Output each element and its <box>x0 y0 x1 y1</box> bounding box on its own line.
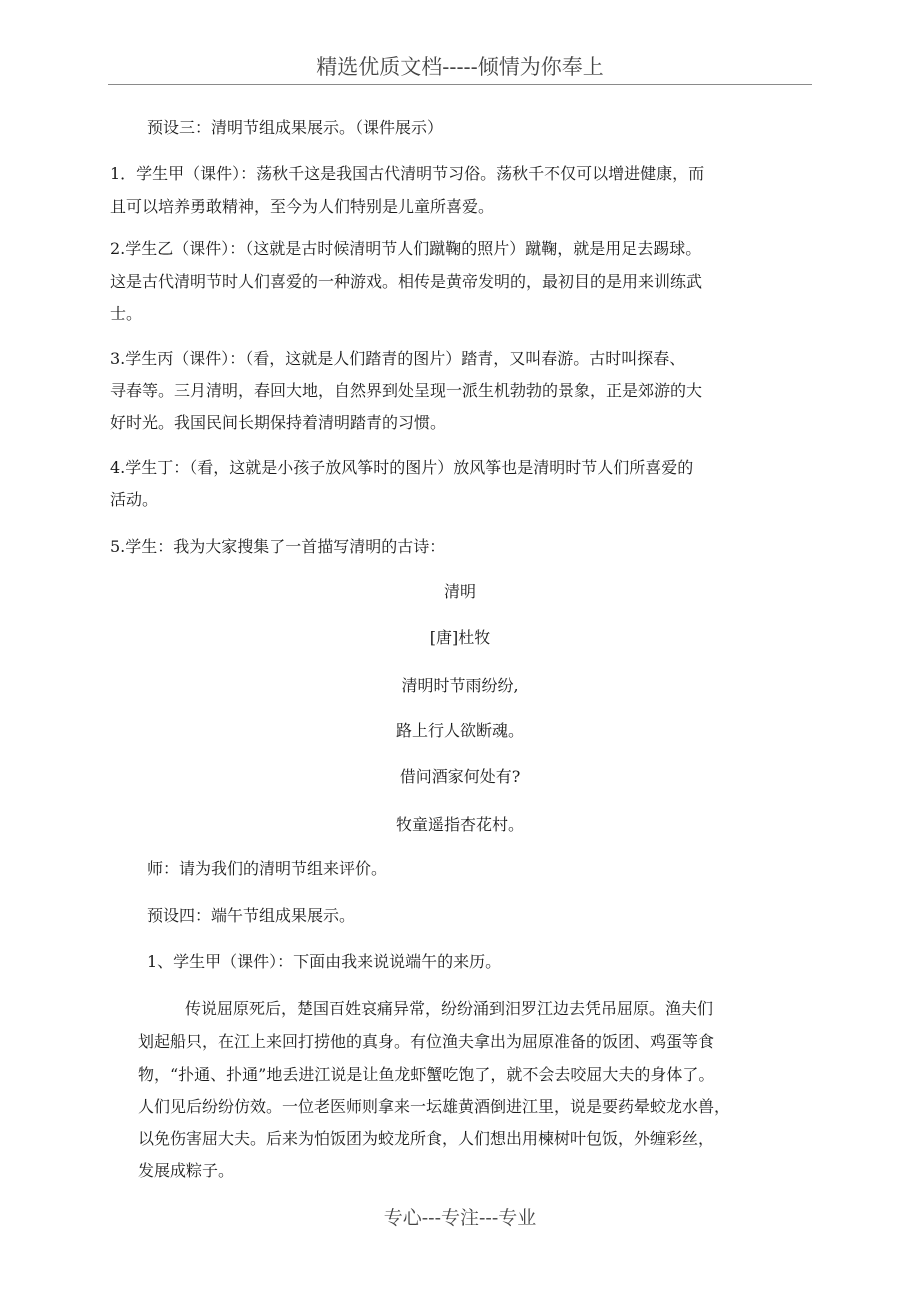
paragraph-3-line-3: 好时光。我国民间长期保持着清明踏青的习惯。 <box>110 413 447 432</box>
poem-line: 借问酒家何处有? <box>399 767 521 786</box>
paragraph-1-line-2: 且可以培养勇敢精神，至今为人们特别是儿童所喜爱。 <box>110 197 495 216</box>
poem-title: 清明 <box>443 582 476 601</box>
paragraph-5: 5.学生：我为大家搜集了一首描写清明的古诗： <box>110 537 446 556</box>
paragraph-2-line-1: 2.学生乙（课件）：（这就是古时候清明节人们蹴鞠的照片）蹴鞠，就是用足去踢球。 <box>110 239 702 258</box>
paragraph-2-line-3: 士。 <box>110 304 143 323</box>
paragraph-4-line-1: 4.学生丁：（看，这就是小孩子放风筝时的图片）放风筝也是清明时节人们所喜爱的 <box>110 458 694 477</box>
teacher-remark: 师：请为我们的清明节组来评价。 <box>147 859 388 878</box>
paragraph-3-line-1: 3.学生丙（课件）：（看，这就是人们踏青的图片）踏青，又叫春游。古时叫探春、 <box>110 349 686 368</box>
page-header: 精选优质文档-----倾情为你奉上 <box>316 55 604 79</box>
preset-three-heading: 预设三：清明节组成果展示。（课件展示） <box>147 118 444 137</box>
story-line: 物，“扑通、扑通”地丢进江说是让鱼龙虾蟹吃饱了，就不会去咬屈大夫的身体了。 <box>138 1065 715 1084</box>
preset-four-heading: 预设四：端午节组成果展示。 <box>147 906 356 925</box>
poem-line: 牧童遥指杏花村。 <box>395 815 524 834</box>
story-line: 划起船只，在江上来回打捞他的真身。有位渔夫拿出为屈原准备的饭团、鸡蛋等食 <box>138 1032 715 1051</box>
poem-author: [唐]杜牧 <box>429 628 491 647</box>
poem-line: 清明时节雨纷纷, <box>401 676 519 695</box>
paragraph-4-line-2: 活动。 <box>110 490 159 509</box>
page-footer: 专心---专注---专业 <box>383 1207 537 1229</box>
story-line: 发展成粽子。 <box>138 1161 235 1180</box>
story-line: 以免伤害屈大夫。后来为怕饭团为蛟龙所食，人们想出用楝树叶包饭，外缠彩丝， <box>138 1129 715 1148</box>
header-divider <box>108 84 812 85</box>
paragraph-1-line-1: 1．学生甲（课件）：荡秋千这是我国古代清明节习俗。荡秋千不仅可以增进健康，而 <box>110 164 705 183</box>
paragraph-3-line-2: 寻春等。三月清明，春回大地，自然界到处呈现一派生机勃勃的景象，正是郊游的大 <box>110 381 703 400</box>
poem-line: 路上行人欲断魂。 <box>395 721 524 740</box>
paragraph-2-line-2: 这是古代清明节时人们喜爱的一种游戏。相传是黄帝发明的，最初目的是用来训练武 <box>110 272 703 291</box>
story-line: 传说屈原死后，楚国百姓哀痛异常，纷纷涌到汨罗江边去凭吊屈原。渔夫们 <box>185 999 714 1018</box>
student-intro: 1、学生甲（课件）：下面由我来说说端午的来历。 <box>147 952 502 971</box>
story-line: 人们见后纷纷仿效。一位老医师则拿来一坛雄黄酒倒进江里，说是要药晕蛟龙水兽， <box>138 1097 731 1116</box>
